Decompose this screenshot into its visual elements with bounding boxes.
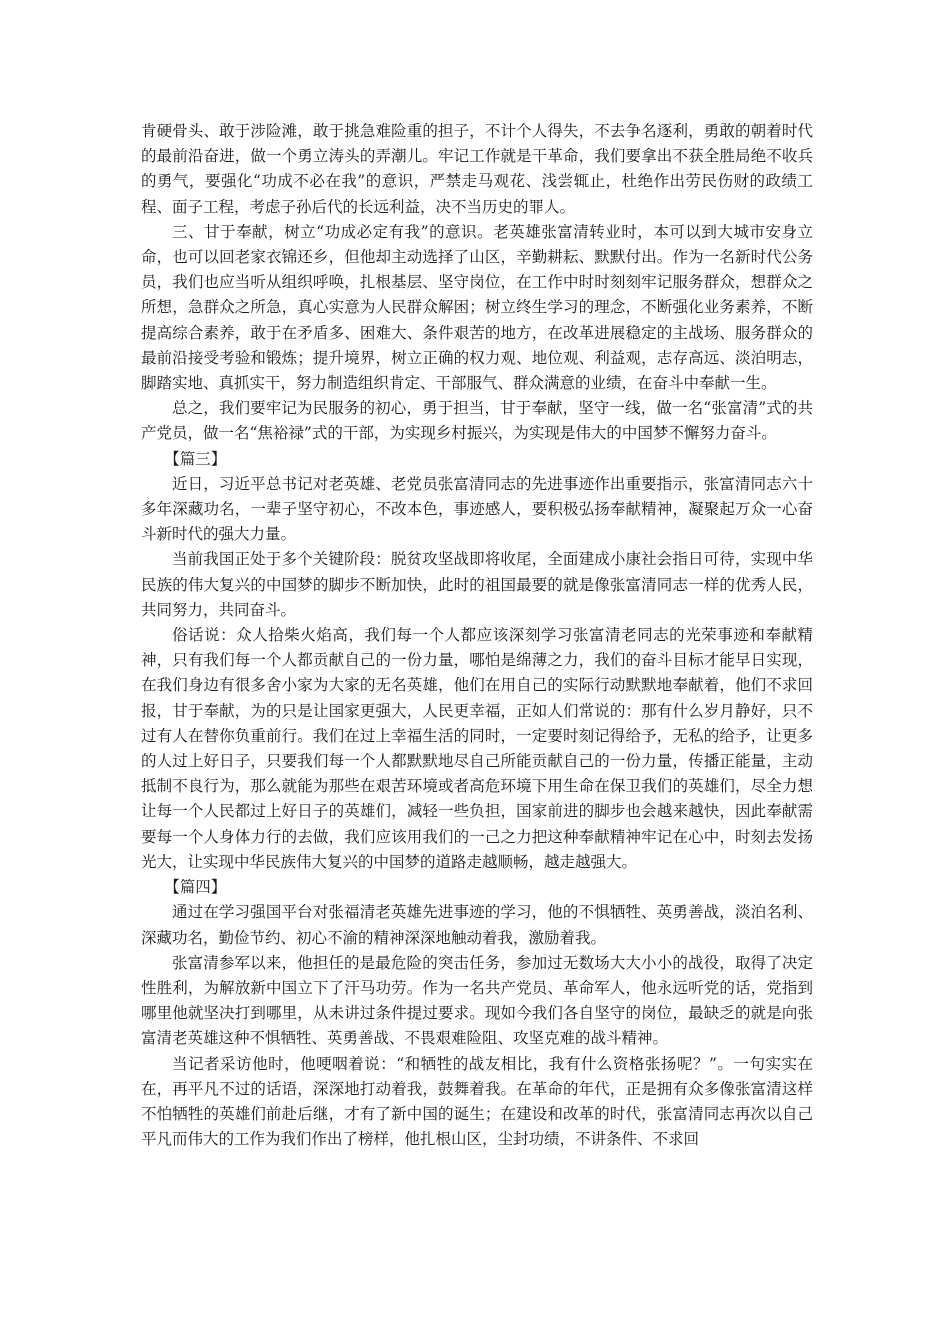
- paragraph-s4-intro: 通过在学习强国平台对张福清老英雄先进事迹的学习，他的不惧牺牲、英勇善战，淡泊名利、深藏功名，勤俭节约、初心不渝的精神深深地触动着我，激励着我。: [141, 903, 813, 947]
- paragraph-s3-saying: 俗话说：众人拾柴火焰高，我们每一个人都应该深刻学习张富清老同志的光荣事迹和奉献精神，只有我们每一个人都贡献自己的一份力量，哪怕是绵薄之力，我们的奋斗目标才能早日实现，在我们身边有很多舍小家为大家的无名英雄，他们在用自己的实际行动默默地奉献着，他们不求回报，甘于奉献，为的只是让国家更强大，人民更幸福，正如人们常说的：那有什么岁月静好，只不过有人在替你负重前行。我们在过上幸福生活的同时，一定要时刻记得给予，无私的给予，让更多的人过上好日子，只要我们每一个人都默默地尽自己所能贡献自己的一份力量，传播正能量，主动抵制不良行为，那么就能为那些在艰苦环境或者高危环境下用生命在保卫我们的英雄们，尽全力想让每一个人民都过上好日子的英雄们，减轻一些负担，国家前进的脚步也会越来越快，因此奉献需要每一个人身体力行的去做，我们应该用我们的一己之力把这种奉献精神牢记在心中，时刻去发扬光大，让实现中华民族伟大复兴的中国梦的道路走越顺畅，越走越强大。: [141, 626, 813, 871]
- document-page: [141, 119, 813, 1152]
- paragraph-s3-current: 当前我国正处于多个关键阶段：脱贫攻坚战即将收尾，全面建成小康社会指日可待，实现中华民族的伟大复兴的中国梦的脚步不断加快，此时的祖国最要的就是像张富清同志一样的优秀人民，共同努力，共同奋斗。: [141, 550, 813, 619]
- paragraph-continuation: 肯硬骨头、敢于涉险滩，敢于挑急难险重的担子，不计个人得失，不去争名逐利，勇敢的朝着时代的最前沿奋进，做一个勇立涛头的弄潮儿。牢记工作就是干革命，我们要拿出不获全胜局绝不收兵的勇气，要强化“功成不必在我”的意识，严禁走马观花、浅尝辄止，杜绝作出劳民伤财的政绩工程、面子工程，考虑子孙后代的长远利益，决不当历史的罪人。: [141, 122, 813, 216]
- paragraph-conclusion: 总之，我们要牢记为民服务的初心，勇于担当，甘于奉献，坚守一线，做一名“张富清”式的共产党员，做一名“焦裕禄”式的干部，为实现乡村振兴，为实现是伟大的中国梦不懈努力奋斗。: [141, 399, 813, 443]
- paragraph-s4-interview: 当记者采访他时，他哽咽着说：“和牺牲的战友相比，我有什么资格张扬呢？”。一句实实在在，再平凡不过的话语，深深地打动着我，鼓舞着我。在革命的年代，正是拥有众多像张富清这样不怕牺牲的英雄们前赴后继，才有了新中国的诞生；在建设和改革的时代，张富清同志再次以自己平凡而伟大的工作为我们作出了榜样，他扎根山区，尘封功绩，不讲条件、不求回: [141, 1054, 813, 1149]
- section-heading-4: 【篇四】: [164, 878, 227, 897]
- section-heading-3: 【篇三】: [164, 449, 227, 468]
- paragraph-s4-service: 张富清参军以来，他担任的是最危险的突击任务，参加过无数场大大小小的战役，取得了决定性胜利，为解放新中国立下了汗马功劳。作为一名共产党员、革命军人，他永远听党的话，党指到哪里他就坚决打到哪里，从未讲过条件提过要求。现如今我们各自坚守的岗位，最缺乏的就是向张富清老英雄这种不惧牺牲、英勇善战、不畏艰难险阻、攻坚克难的战斗精神。: [141, 953, 813, 1048]
- paragraph-dedication: 三、甘于奉献，树立“功成必定有我”的意识。老英雄张富清转业时，本可以到大城市安身立命，也可以回老家衣锦还乡，但他却主动选择了山区，辛勤耕耘、默默付出。作为一名新时代公务员，我们也应当听从组织呼唤，扎根基层、坚守岗位，在工作中时时刻刻牢记服务群众，想群众之所想，急群众之所急，真心实意为人民群众解困；树立终生学习的理念，不断强化业务素养，不断提高综合素养，敢于在矛盾多、困难大、条件艰苦的地方，在改革进展稳定的主战场、服务群众的最前沿接受考验和锻炼；提升境界，树立正确的权力观、地位观、利益观，志存高远、淡泊明志，脚踏实地、真抓实干，努力制造组织肯定、干部服气、群众满意的业绩，在奋斗中奉献一生。: [141, 222, 813, 393]
- paragraph-s3-intro: 近日，习近平总书记对老英雄、老党员张富清同志的先进事迹作出重要指示，张富清同志六十多年深藏功名，一辈子坚守初心，不改本色，事迹感人，要积极弘扬奉献精神，凝聚起万众一心奋斗新时代的强大力量。: [141, 474, 813, 544]
